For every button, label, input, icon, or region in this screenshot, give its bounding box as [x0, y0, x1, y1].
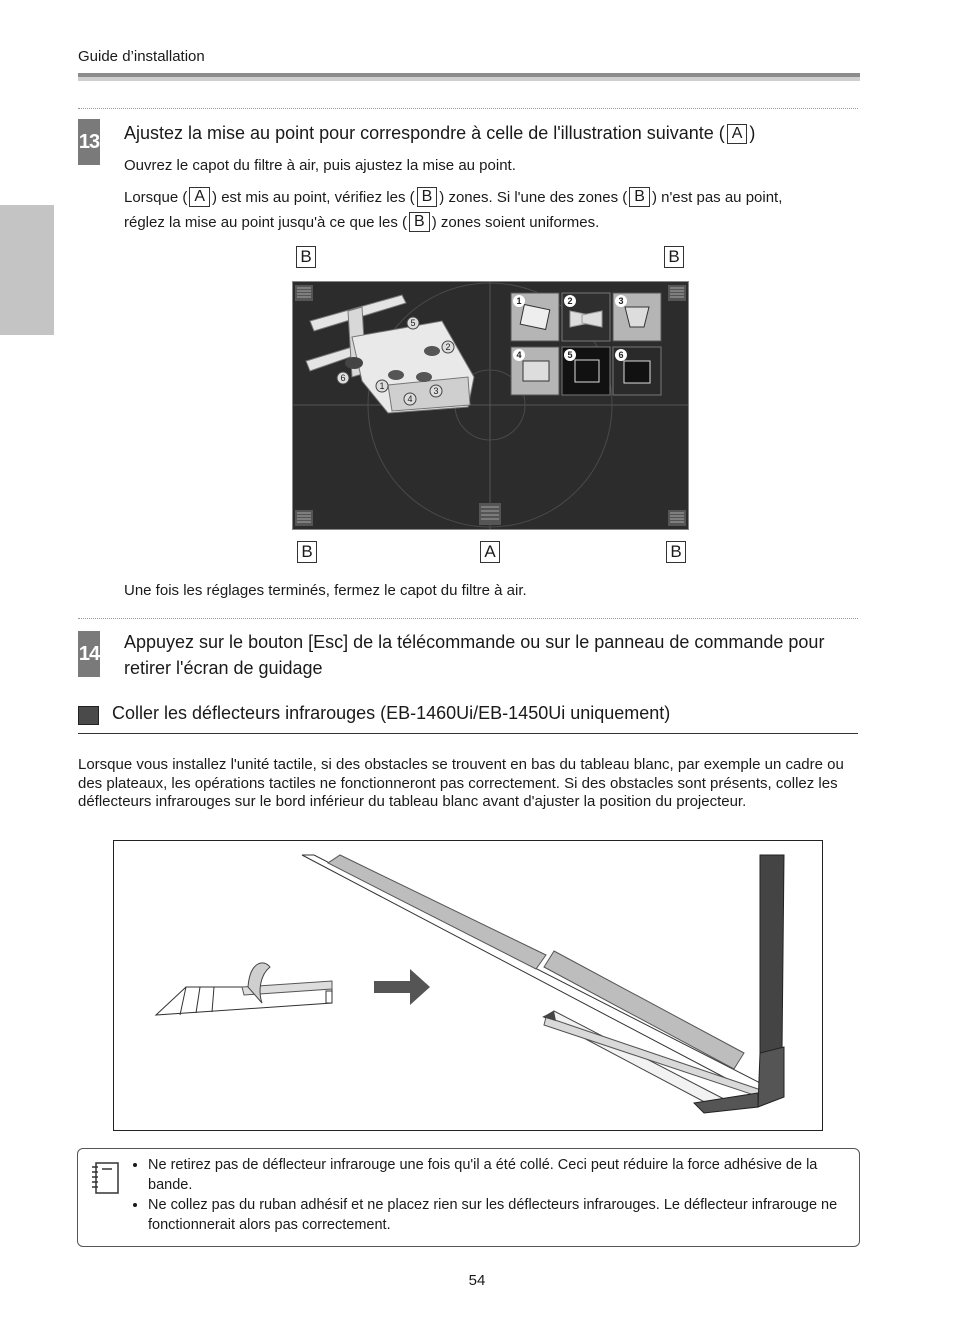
callout-2: 2	[445, 342, 451, 352]
step-divider	[78, 108, 858, 109]
notepad-icon	[88, 1159, 122, 1197]
step-13-focus-text-2: réglez la mise au point jusqu'à ce que les ( B ) zones soient uniformes.	[124, 213, 600, 231]
svg-text:2: 2	[567, 296, 573, 306]
note-item-1: • Ne retirez pas de déflecteur infrarouge une fois qu'il a été collé. Ceci peut réduire la force adhésive de la bande.	[148, 1155, 850, 1195]
svg-text:6: 6	[618, 350, 624, 360]
zone-b-label-top-left: B	[296, 246, 316, 268]
svg-text:1: 1	[516, 296, 522, 306]
side-chapter-tab	[0, 205, 54, 335]
step-13-badge: 13	[78, 119, 100, 165]
note-list	[130, 1155, 850, 1235]
deflector-illustration	[114, 841, 822, 1130]
callout-1: 1	[379, 381, 385, 391]
section-paragraph: Lorsque vous installez l'unité tactile, si des obstacles se trouvent en bas du tableau blanc, par exemple un cadre ou des plateaux, les opérations tactiles ne fonctionneront pas correctement. Si des obstacles sont présents, collez les déflecteurs infrarouges sur le bord inférieur du tableau blanc avant d'ajuster la position du projecteur.	[78, 756, 844, 810]
callout-3: 3	[433, 386, 439, 396]
document-header-title: Guide d’installation	[78, 48, 205, 65]
svg-text:3: 3	[618, 296, 624, 306]
svg-text:5: 5	[567, 350, 573, 360]
zone-b-label-bottom-right: B	[666, 541, 686, 563]
step-13-instruction: Ouvrez le capot du filtre à air, puis ajustez la mise au point.	[124, 157, 516, 174]
step-divider	[78, 618, 858, 619]
label-a-box: A	[189, 187, 210, 207]
page-number: 54	[468, 1272, 486, 1289]
label-a-box: A	[727, 124, 748, 144]
callout-4: 4	[407, 394, 413, 404]
section-rule	[78, 733, 858, 734]
deflector-illustration-frame	[113, 840, 823, 1131]
note-item-2: • Ne collez pas du ruban adhésif et ne placez rien sur les déflecteurs infrarouges. Le déflecteur infrarouge ne fonctionnerait alors pas correctement.	[148, 1195, 850, 1235]
callout-5: 5	[410, 318, 416, 328]
header-rule	[78, 73, 860, 81]
label-b-box: B	[629, 187, 650, 207]
callout-6: 6	[340, 373, 346, 383]
focus-guide-screen-illustration	[292, 281, 689, 530]
zone-a-label-bottom-center: A	[480, 541, 500, 563]
note-box	[77, 1148, 860, 1247]
step-14-title: Appuyez sur le bouton [Esc] de la télécommande ou sur le panneau de commande pour retirer l'écran de guidage	[124, 632, 825, 678]
section-square-icon	[78, 706, 99, 725]
step-13-focus-text-1: Lorsque ( A ) est mis au point, vérifiez les ( B ) zones. Si l'une des zones ( B ) n'est pas au point,	[124, 188, 783, 206]
section-title: Coller les déflecteurs infrarouges (EB-1460Ui/EB-1450Ui uniquement)	[112, 703, 671, 723]
label-b-box: B	[417, 187, 438, 207]
step-13-closing-text: Une fois les réglages terminés, fermez le capot du filtre à air.	[124, 582, 527, 599]
step-14-badge: 14	[78, 631, 100, 677]
svg-text:4: 4	[516, 350, 522, 360]
zone-b-label-bottom-left: B	[297, 541, 317, 563]
step-13-title: Ajustez la mise au point pour correspondre à celle de l'illustration suivante ( A )	[124, 123, 756, 143]
zone-b-label-top-right: B	[664, 246, 684, 268]
label-b-box: B	[409, 212, 430, 232]
